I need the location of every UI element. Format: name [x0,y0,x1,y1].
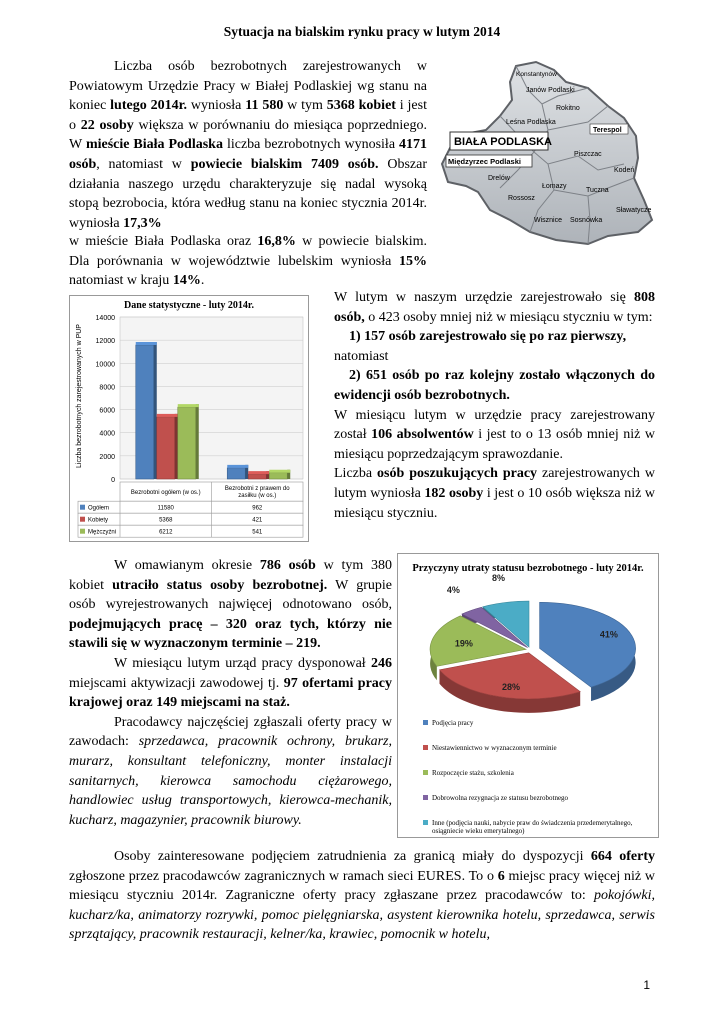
map-town: Piszczac [574,151,602,158]
map-town: Rossosz [508,195,535,202]
map-town: Janów Podlaski [526,87,575,94]
legend-swatch [80,529,85,534]
bar-side [154,342,157,479]
map-town: Kodeń [614,167,635,174]
legend-swatch [423,820,428,825]
table-value: 541 [252,529,263,536]
legend-label: Rozpoczęcie stażu, szkolenia [432,769,514,777]
y-tick-label: 10000 [95,361,115,369]
y-tick-label: 0 [111,477,115,484]
pie-chart-reasons [397,553,659,838]
map-town: Wisznice [534,217,563,224]
y-tick-label: 4000 [99,430,115,438]
paragraph-unemployment-stats: Liczba osób bezrobotnych zarejestrowanych w Powiatowym Urzędzie Pracy w Białej Podlaskiej wg stanu na koniec lutego 2014r. wyniosła 11 580 w tym 5368 kobiet i jest o 22 osoby większa w porównaniu do miesiąca poprzedniego. W mieście Biała Podlaska liczba bezrobotnych wynosiła 4171 osób, natomiast w powiecie bialskim 7409 osób. Obszar działania naszego urzędu charakteryzuje się nadal wysoką stopą bezrobocia, która według stanu na koniec stycznia 2014r. wyniosła 17,3% [69,59,428,231]
legend-item [423,719,473,727]
map-town: Konstantynów [516,71,557,78]
category-label: Bezrobotni ogółem (w os.) [130,490,201,496]
table-value: 6212 [159,529,173,536]
map-town: Drelów [488,175,510,182]
legend-swatch [423,745,428,750]
legend-item [423,769,514,777]
paragraph-registrations: W lutym w naszym urzędzie zarejestrowało się 808 osób, o 423 osoby mniej niż w miesiącu styczniu w tym: 1) 157 osób zarejestrowało się po raz pierwszy, natomiast 2) 651 osób po raz kolejny zostało włączonych do ewidencji osób bezrobotnych. W miesiącu lutym w urzędzie pracy zarejestrowany został 106 absolwentów i jest to o 13 osób mniej niż w miesiącu poprzedzającym sprawozdanie. Liczba osób poszukujących pracy zarejestrowanych w lutym wyniosła 182 osoby i jest o 10 osób większa niż w miesiącu styczniu. [334,290,656,521]
legend-item [423,794,568,802]
legend-swatch [423,770,428,775]
map-town: Łomazy [542,183,567,190]
pie-data-label: 19% [454,638,473,649]
pie-data-label: 28% [501,682,520,693]
legend-item [423,744,557,752]
map-region-label: BIAŁA PODLASKA [454,136,552,148]
pie-data-label: 41% [599,629,618,640]
y-axis-label: Liczba bezrobotnych zarejestrowanych w PUP [76,324,83,468]
paragraph-eures: Osoby zainteresowane podjęciem zatrudnienia za granicą miały do dyspozycji 664 oferty zgłoszone przez pracodawców zagranicznych w ramach sieci EURES. To o 6 miejsc pracy więcej niż w miesiącu styczniu 2014r. Zagraniczne oferty pracy zgłaszane przez pracodawców to: pokojówki, kucharz/ka, animatorzy rozrywki, pomoc pielęgniarska, asystent kierownika hotelu, sprzedawca, serwis sprzątający, pracownik restauracji, kelner/ka, krawiec, pomocnik w hotelu, [69,849,655,943]
y-tick-label: 8000 [99,384,115,392]
y-tick-label: 2000 [99,453,115,461]
series-name: Kobiety [88,517,109,524]
map-town: Tuczna [586,187,609,194]
legend-label: Dobrowolna rezygnacja ze statusu bezrobotnego [432,794,569,802]
bar-side [175,414,178,479]
map-town: Terespol [593,127,622,134]
table-value: 962 [252,505,263,512]
page-number: 1 [643,978,650,992]
bar-side [196,404,199,479]
legend-label: Niestawiennictwo w wyznaczonym terminie [432,744,557,752]
region-map [438,60,654,248]
pie-data-label: 8% [491,573,505,584]
table-row [78,513,303,525]
bar-top [248,471,269,474]
y-tick-label: 6000 [99,407,115,415]
y-tick-label: 14000 [95,315,115,322]
chart-title: Dane statystyczne - luty 2014r. [124,300,254,311]
page-title: Sytuacja na bialskim rynku pracy w lutym 2014 [223,24,501,39]
bar-top [269,470,290,473]
table-value: 421 [252,517,263,524]
pie-data-label: 4% [446,584,460,595]
map-town: Leśna Podlaska [506,119,556,126]
bar [157,417,175,479]
bar-top [157,414,178,417]
legend-item [423,819,653,835]
legend-label: Inne (podjęcia nauki, nabycie praw do świadczenia przedemerytalnego, osiągniecie wieku emerytalnego) [432,819,633,835]
bar [136,345,154,479]
legend-label: Podjęcia pracy [432,719,474,727]
bar [248,474,266,479]
map-town: Rokitno [556,105,580,112]
legend-swatch [423,720,428,725]
table-row [78,501,303,513]
map-town: Sławatycze [616,207,652,214]
series-name: Ogółem [88,505,110,512]
y-tick-label: 12000 [95,338,115,346]
chart-title: Przyczyny utraty statusu bezrobotnego - luty 2014r. [412,563,644,574]
category-label: zasiłku (w os.) [238,493,277,499]
paragraph-deregistrations: W omawianym okresie 786 osób w tym 380 kobiet utraciło status osoby bezrobotnej. W grupie osób wyrejestrowanych najwięcej odnotowano osób, podejmujących pracę – 320 oraz tych, którzy nie stawili się w wyznaczonym terminie – 219. W miesiącu lutym urząd pracy dysponował 246 miejscami aktywizacji zawodowej tj. 97 ofertami pracy krajowej oraz 149 miejscami na staż. Pracodawcy najczęściej zgłaszali oferty pracy w zawodach: sprzedawca, pracownik ochrony, brukarz, murarz, konsultant telefoniczny, monter instalacji sanitarnych, kierowca samochodu ciężarowego, handlowiec usług transportowych, kierowca-mechanik, kucharz, magazynier, pracownik biurowy. [69,558,393,828]
category-label: Bezrobotni z prawem do [224,486,290,492]
map-town: Międzyrzec Podlaski [448,157,521,166]
bar-top [136,342,157,345]
table-value: 11580 [157,505,174,512]
map-town: Sosnówka [570,217,603,224]
bar [269,473,287,479]
series-name: Mężczyźni [88,529,117,536]
legend-swatch [80,505,85,510]
bar-chart-statistics [69,295,309,542]
bar-top [227,465,248,468]
bar-top [178,404,199,407]
bar [227,468,245,479]
table-value: 5368 [159,517,173,524]
legend-swatch [80,517,85,522]
bar [178,407,196,479]
paragraph-unemployment-stats-cont: w mieście Biała Podlaska oraz 16,8% w powiecie bialskim. Dla porównania w województwie lubelskim wyniosła 15% natomiast w kraju 14%. [69,234,427,289]
legend-swatch [423,795,428,800]
